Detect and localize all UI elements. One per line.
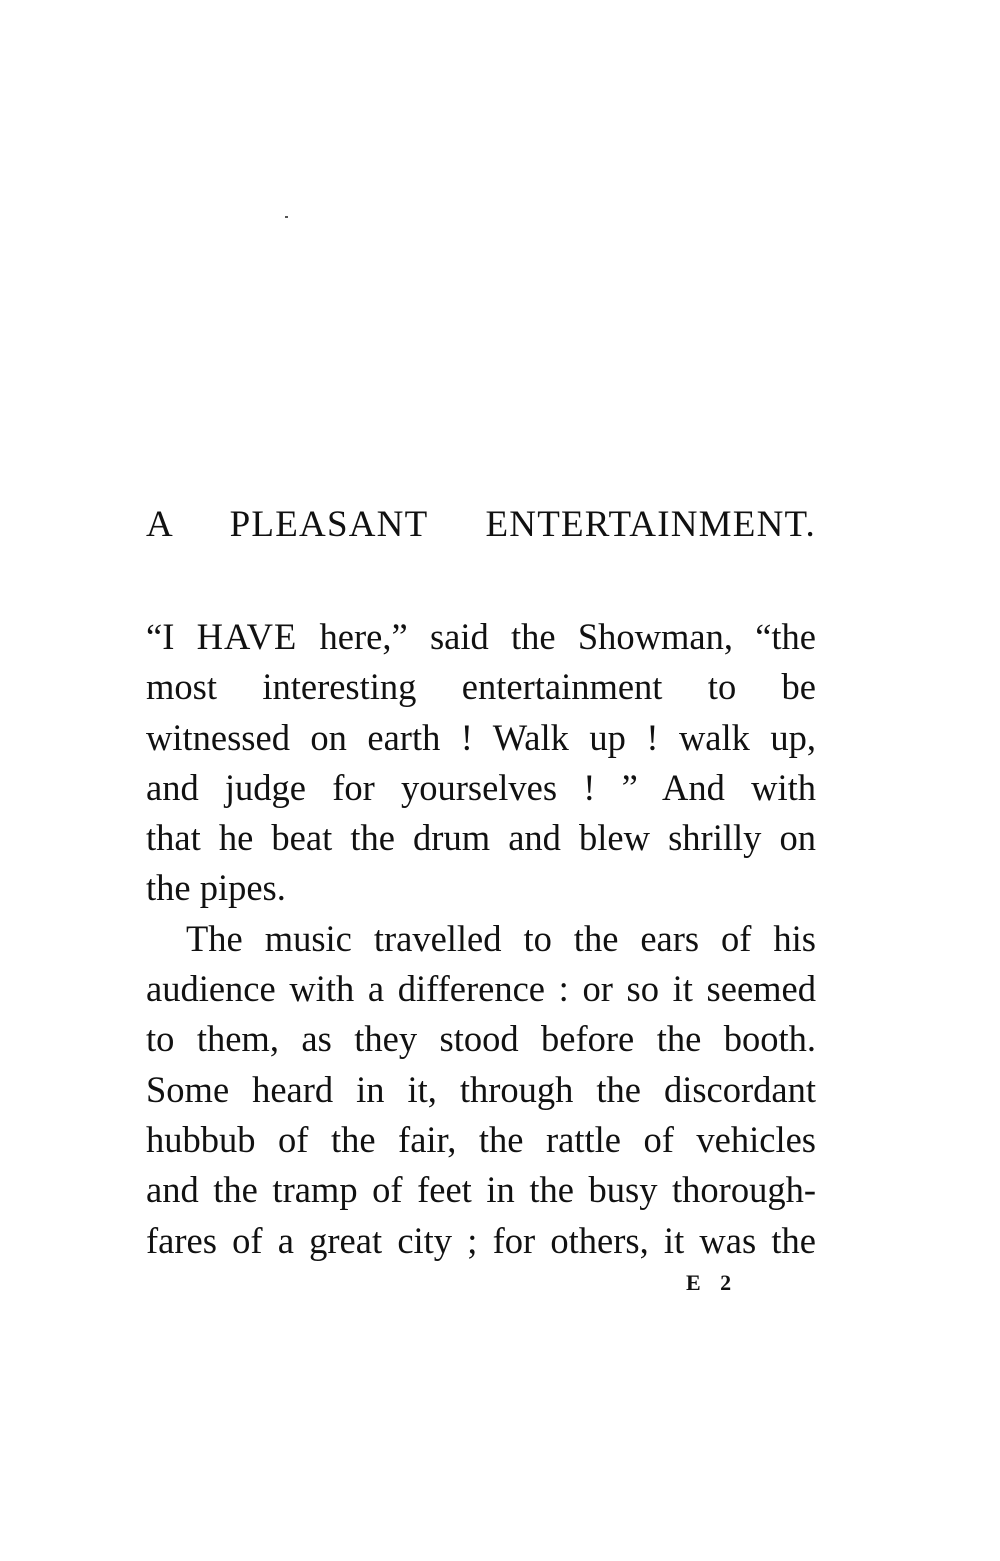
paragraph-2-line-5: hubbub of the fair, the rattle of vehicles [146, 1118, 816, 1160]
paragraph-2-line-6: and the tramp of feet in the busy thorough- [146, 1169, 816, 1211]
line-1-rest: here,” said the Showman, “the [297, 616, 817, 657]
paragraph-2-line-4: Some heard in it, through the discordant [146, 1068, 816, 1110]
paragraph-1-line-6: the pipes. [146, 867, 286, 909]
paragraph-2 [146, 914, 816, 1266]
paragraph-2-line-7: fares of a great city ; for others, it was the [146, 1219, 816, 1261]
body-text [146, 612, 816, 1266]
signature-mark: E 2 [686, 1270, 734, 1295]
paragraph-1-line-4: and judge for yourselves ! ” And with [146, 766, 816, 808]
paragraph-2-line-2: audience with a difference : or so it seemed [146, 968, 816, 1010]
paragraph-1-line-1 [146, 612, 816, 662]
paragraph-1-line-3: witnessed on earth ! Walk up ! walk up, [146, 716, 816, 758]
paragraph-2-line-3: to them, as they stood before the booth. [146, 1018, 816, 1060]
opening-quote-text: “I [146, 616, 197, 657]
smallcaps-word: HAVE [196, 616, 298, 657]
paragraph-1-line-2: most interesting entertainment to be [146, 666, 816, 708]
print-speck [285, 216, 288, 218]
paragraph-2-line-1: The music travelled to the ears of his [186, 917, 816, 959]
paragraph-1 [146, 612, 816, 914]
chapter-title: A PLEASANT ENTERTAINMENT. [146, 504, 816, 545]
paragraph-1-line-5: that he beat the drum and blew shrilly on [146, 817, 816, 859]
